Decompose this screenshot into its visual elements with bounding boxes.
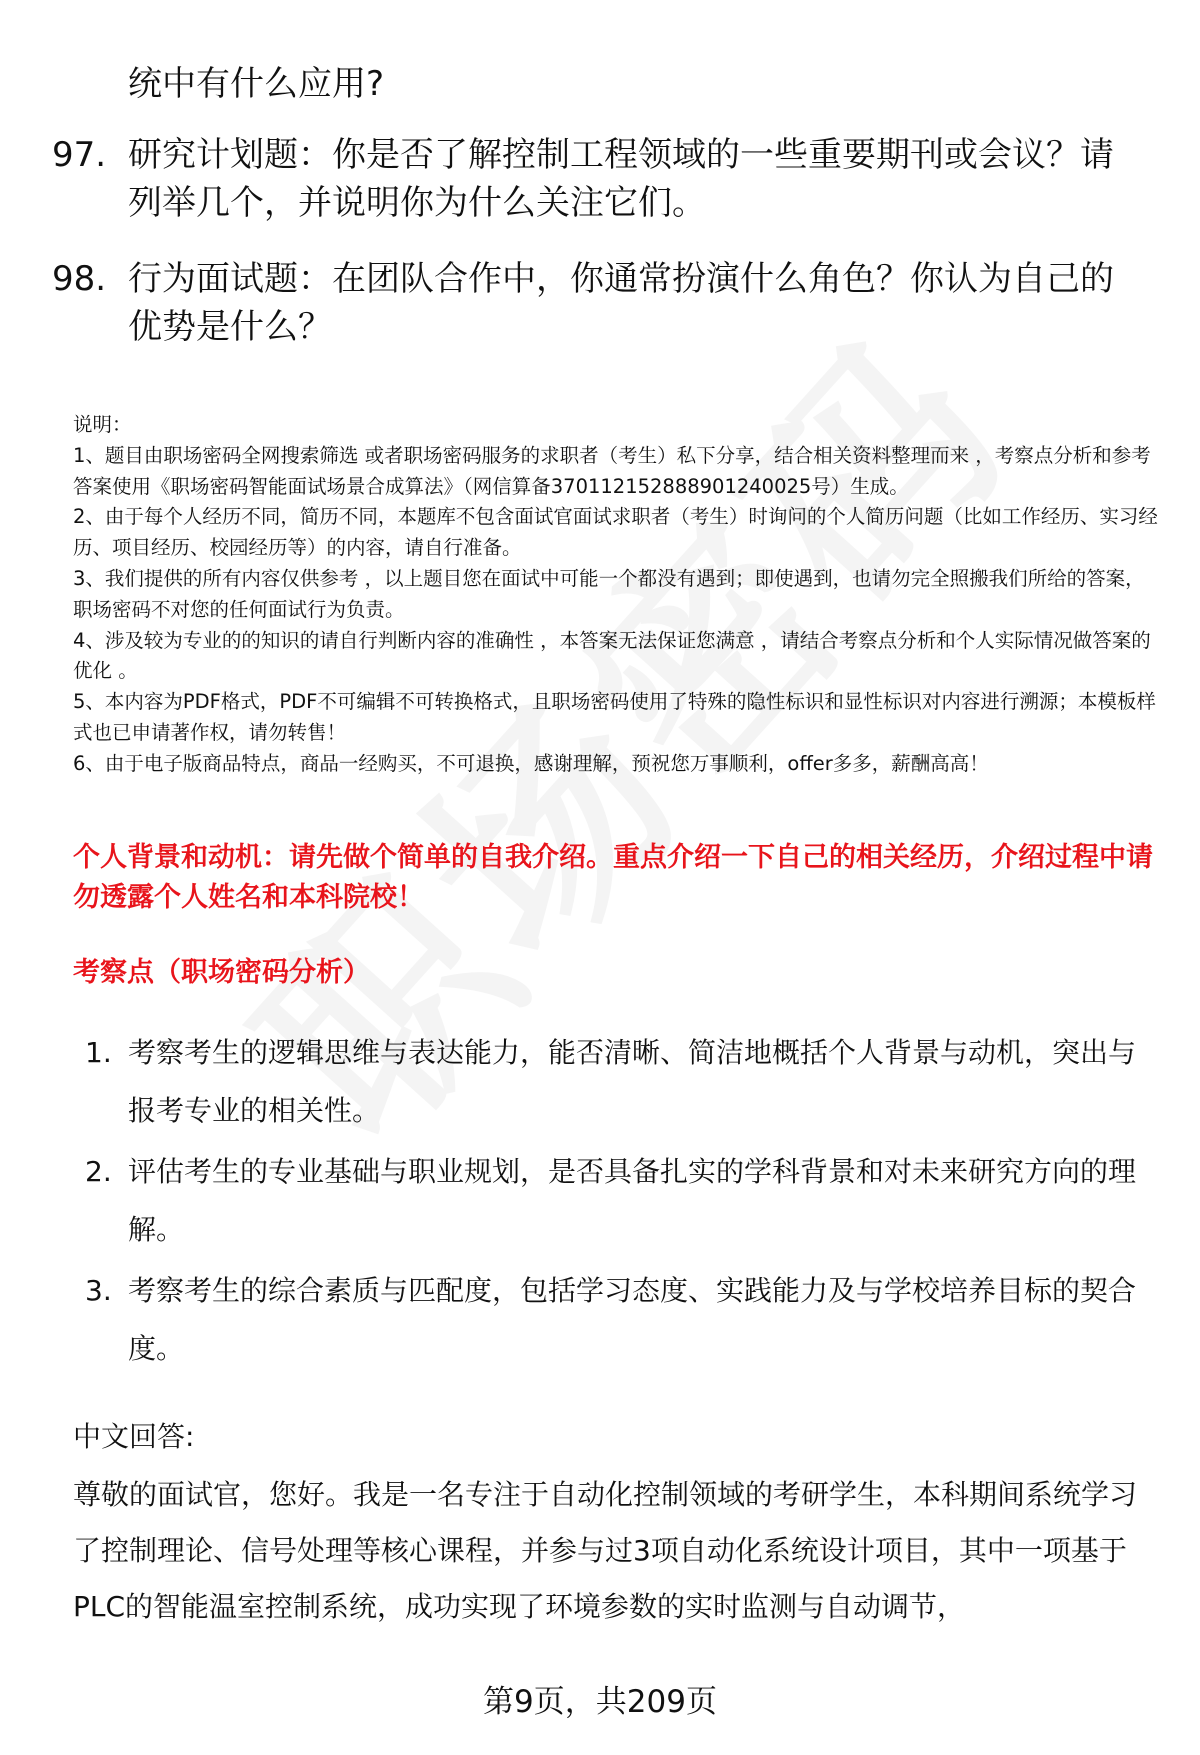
page-number: 第9页，共209页 [483,1684,717,1720]
note-item: 3、我们提供的所有内容仅供参考 ，以上题目您在面试中可能一个都没有遇到；即使遇到，也请勿完全照搬我们所给的答案，职场密码不对您的任何面试行为负责。 [73,566,1145,621]
notes-title: 说明： [73,413,132,436]
notes-block [73,410,1158,780]
question-97-text: 研究计划题：你是否了解控制工程领域的一些重要期刊或会议？请列举几个，并说明你为什么关注它们。 [128,135,1114,223]
question-98-number: 98. [52,259,107,299]
answer-label: 中文回答: [73,1420,195,1453]
analysis-point-number: 2. [85,1155,112,1188]
note-item: 4、涉及较为专业的的知识的请自行判断内容的准确性 ，本答案无法保证您满意 ，请结合考察点分析和个人实际情况做答案的优化 。 [73,628,1151,683]
note-item: 1、题目由职场密码全网搜索筛选 或者职场密码服务的求职者（考生）私下分享，结合相关资料整理而来 ，考察点分析和参考答案使用《职场密码智能面试场景合成算法》（网信算备370112152888901240025号）生成。 [73,443,1151,498]
interview-question-heading: 个人背景和动机：请先做个简单的自我介绍。重点介绍一下自己的相关经历，介绍过程中请勿透露个人姓名和本科院校！ [73,842,1153,913]
answer-text: 尊敬的面试官，您好。我是一名专注于自动化控制领域的考研学生，本科期间系统学习了控制理论、信号处理等核心课程，并参与过3项自动化系统设计项目，其中一项基于PLC的智能温室控制系统，成功实现了环境参数的实时监测与自动调节， [73,1478,1138,1623]
note-item: 6、由于电子版商品特点，商品一经购买，不可退换，感谢理解，预祝您万事顺利，offer多多，薪酬高高！ [73,751,989,775]
question-97-number: 97. [52,135,107,175]
analysis-point-number: 1. [85,1036,112,1069]
analysis-point-text: 考察考生的综合素质与匹配度，包括学习态度、实践能力及与学校培养目标的契合度。 [128,1274,1137,1365]
note-item: 5、本内容为PDF格式，PDF不可编辑不可转换格式，且职场密码使用了特殊的隐性标识和显性标识对内容进行溯源；本模板样式也已申请著作权，请勿转售！ [73,690,1156,744]
analysis-point-text: 考察考生的逻辑思维与表达能力，能否清晰、简洁地概括个人背景与动机，突出与报考专业的相关性。 [128,1036,1137,1127]
note-item: 2、由于每个人经历不同，简历不同，本题库不包含面试官面试求职者（考生）时询问的个人简历问题（比如工作经历、实习经历、项目经历、校园经历等）的内容，请自行准备。 [73,505,1158,560]
analysis-point-number: 3. [85,1274,112,1307]
question-98-text: 行为面试题：在团队合作中，你通常扮演什么角色？你认为自己的优势是什么？ [128,259,1114,347]
prev-question-continuation: 统中有什么应用? [128,64,385,104]
analysis-heading: 考察点（职场密码分析） [73,957,370,988]
analysis-point-text: 评估考生的专业基础与职业规划，是否具备扎实的学科背景和对未来研究方向的理解。 [128,1155,1137,1246]
